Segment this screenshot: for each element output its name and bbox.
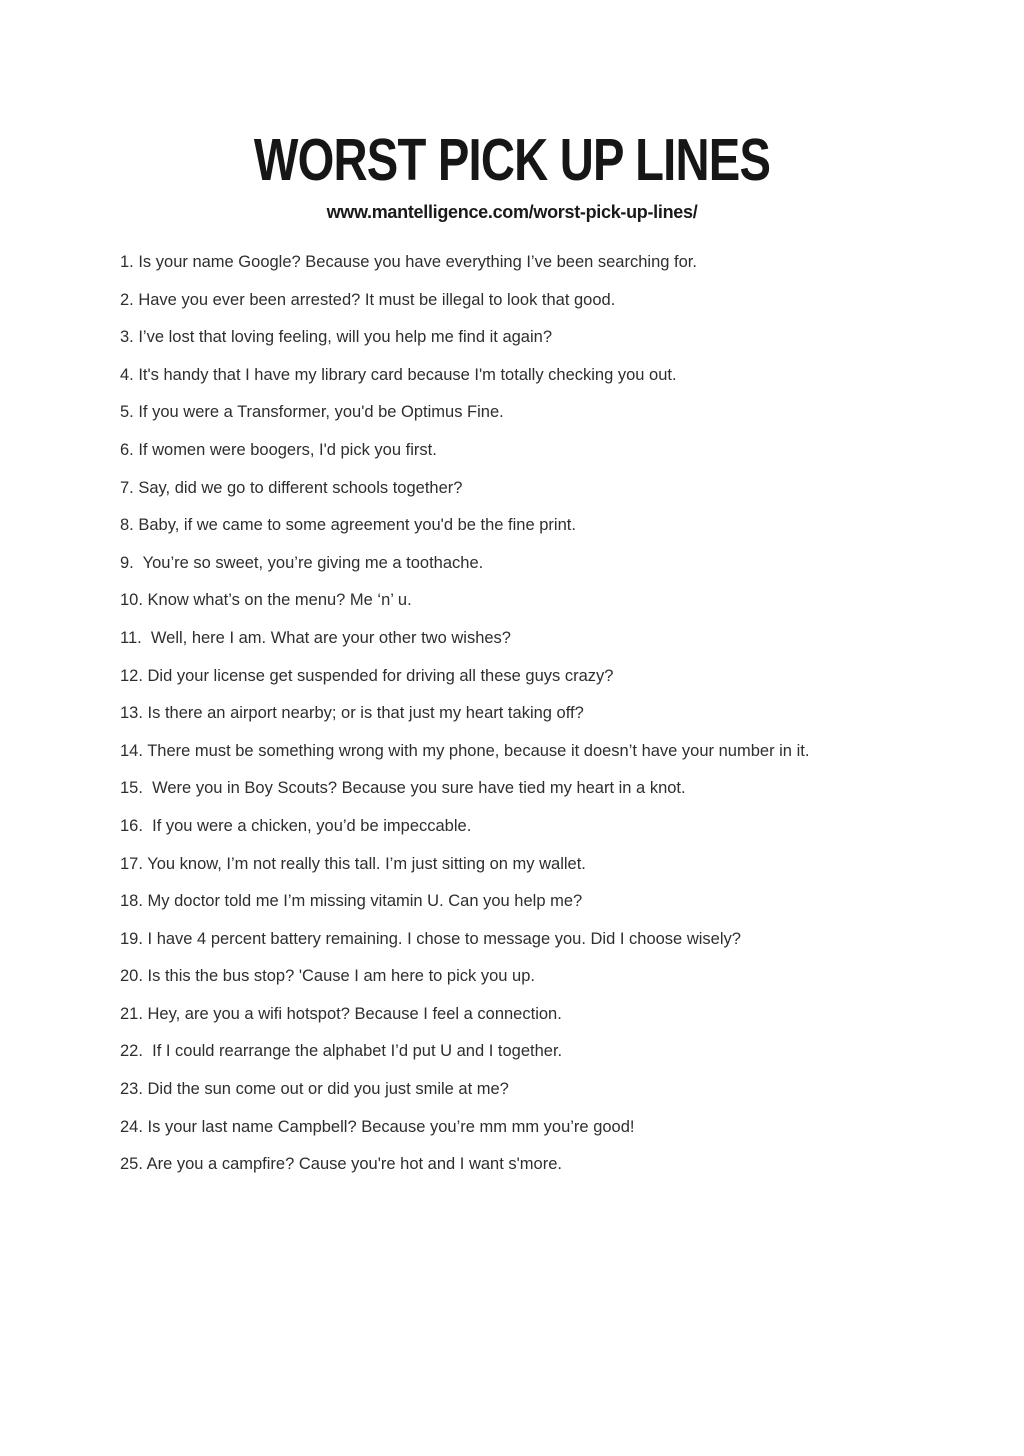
list-item: 11. Well, here I am. What are your other two wishes? <box>120 628 511 647</box>
list-item: 3. I’ve lost that loving feeling, will you help me find it again? <box>120 328 552 347</box>
list-item: 18. My doctor told me I’m missing vitamin U. Can you help me? <box>120 892 583 911</box>
list-item: 24. Is your last name Campbell? Because you’re mm mm you’re good! <box>120 1117 635 1136</box>
document-page <box>0 127 1024 1456</box>
list-item: 13. Is there an airport nearby; or is that just my heart taking off? <box>120 704 584 723</box>
list-item: 4. It's handy that I have my library card because I'm totally checking you out. <box>120 365 677 384</box>
list-item: 17. You know, I’m not really this tall. I’m just sitting on my wallet. <box>120 854 586 873</box>
list-item: 20. Is this the bus stop? 'Cause I am here to pick you up. <box>120 967 535 986</box>
list-item: 2. Have you ever been arrested? It must be illegal to look that good. <box>120 290 616 309</box>
list-item: 12. Did your license get suspended for driving all these guys crazy? <box>120 666 614 685</box>
list-item: 8. Baby, if we came to some agreement you'd be the fine print. <box>120 516 576 535</box>
list-item: 9. You’re so sweet, you’re giving me a toothache. <box>120 553 484 572</box>
page-title: WORST PICK UP LINES <box>253 127 771 193</box>
list-item: 25. Are you a campfire? Cause you're hot and I want s'more. <box>120 1155 562 1174</box>
source-url: www.mantelligence.com/worst-pick-up-lines/ <box>326 202 698 222</box>
list-item: 19. I have 4 percent battery remaining. I chose to message you. Did I choose wisely? <box>120 929 741 948</box>
list-item: 1. Is your name Google? Because you have everything I’ve been searching for. <box>120 253 697 271</box>
list-item: 10. Know what’s on the menu? Me ‘n’ u. <box>120 591 412 610</box>
list-item: 7. Say, did we go to different schools together? <box>120 478 463 497</box>
list-item: 14. There must be something wrong with my phone, because it doesn’t have your number in it. <box>120 741 810 760</box>
list-item: 22. If I could rearrange the alphabet I’d put U and I together. <box>120 1042 563 1061</box>
list-item: 23. Did the sun come out or did you just smile at me? <box>120 1080 509 1099</box>
pickup-lines-list <box>0 244 1024 1184</box>
list-item: 21. Hey, are you a wifi hotspot? Because I feel a connection. <box>120 1004 562 1023</box>
list-item: 16. If you were a chicken, you’d be impeccable. <box>120 816 472 835</box>
list-item: 15. Were you in Boy Scouts? Because you sure have tied my heart in a knot. <box>120 779 686 798</box>
list-item: 6. If women were boogers, I'd pick you first. <box>120 440 437 459</box>
list-item: 5. If you were a Transformer, you'd be Optimus Fine. <box>120 403 504 422</box>
